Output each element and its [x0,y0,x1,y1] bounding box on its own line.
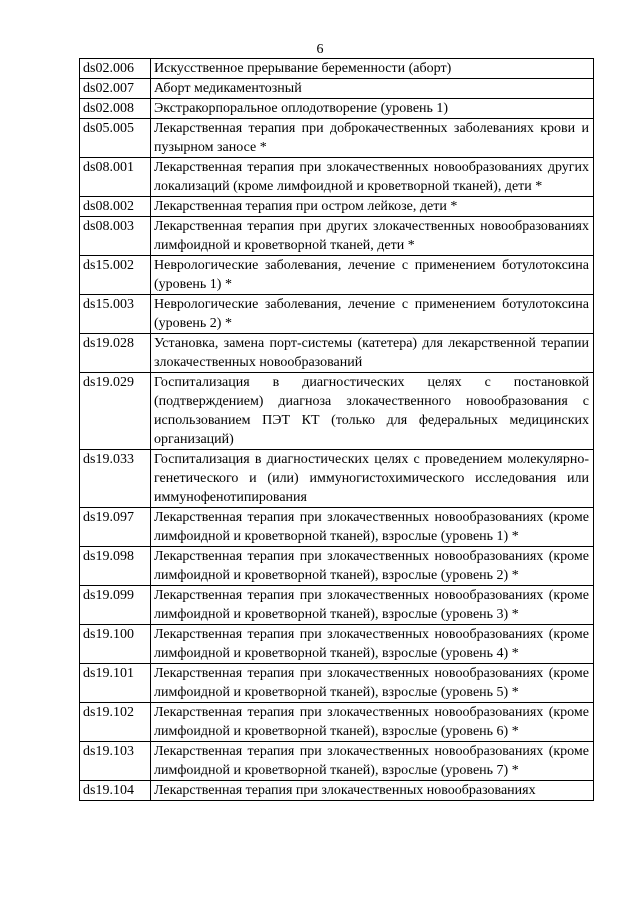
description-cell: Установка, замена порт-системы (катетера) для лекарственной терапии злокачественных новообразований [151,334,594,373]
description-cell: Лекарственная терапия при злокачественных новообразованиях (кроме лимфоидной и кроветворной тканей), взрослые (уровень 6) * [151,703,594,742]
description-cell: Лекарственная терапия при остром лейкозе, дети * [151,197,594,217]
code-cell: ds19.100 [80,625,151,664]
description-cell: Неврологические заболевания, лечение с применением ботулотоксина (уровень 1) * [151,256,594,295]
table-row [80,373,594,450]
description-cell: Лекарственная терапия при злокачественных новообразованиях (кроме лимфоидной и кроветворной тканей), взрослые (уровень 4) * [151,625,594,664]
table-row [80,742,594,781]
description-cell: Лекарственная терапия при злокачественных новообразованиях (кроме лимфоидной и кроветворной тканей), взрослые (уровень 1) * [151,508,594,547]
code-cell: ds02.007 [80,79,151,99]
description-cell: Госпитализация в диагностических целях с постановкой (подтверждением) диагноза злокачественного новообразования с использованием ПЭТ КТ (только для федеральных медицинских организаций) [151,373,594,450]
description-cell: Госпитализация в диагностических целях с проведением молекулярно-генетического и (или) иммуногистохимического исследования или иммунофенотипирования [151,450,594,508]
page-number: 6 [316,42,324,57]
description-cell: Экстракорпоральное оплодотворение (уровень 1) [151,99,594,119]
description-cell: Лекарственная терапия при злокачественных новообразованиях других локализаций (кроме лимфоидной и кроветворной тканей), дети * [151,158,594,197]
table-row [80,703,594,742]
table-row [80,625,594,664]
code-cell: ds19.103 [80,742,151,781]
description-cell: Аборт медикаментозный [151,79,594,99]
table-row [80,781,594,801]
table-row [80,295,594,334]
table-row [80,197,594,217]
table-row [80,664,594,703]
description-cell: Лекарственная терапия при злокачественных новообразованиях (кроме лимфоидной и кроветворной тканей), взрослые (уровень 3) * [151,586,594,625]
code-cell: ds19.099 [80,586,151,625]
table-row [80,547,594,586]
table-row [80,450,594,508]
description-cell: Лекарственная терапия при злокачественных новообразованиях (кроме лимфоидной и кроветворной тканей), взрослые (уровень 7) * [151,742,594,781]
description-cell: Лекарственная терапия при злокачественных новообразованиях (кроме лимфоидной и кроветворной тканей), взрослые (уровень 2) * [151,547,594,586]
table-row [80,586,594,625]
table-row [80,256,594,295]
code-cell: ds19.098 [80,547,151,586]
description-cell: Лекарственная терапия при злокачественных новообразованиях (кроме лимфоидной и кроветворной тканей), взрослые (уровень 5) * [151,664,594,703]
code-cell: ds08.001 [80,158,151,197]
description-cell: Лекарственная терапия при других злокачественных новообразованиях лимфоидной и кроветворной тканей, дети * [151,217,594,256]
code-cell: ds19.033 [80,450,151,508]
code-cell: ds15.002 [80,256,151,295]
code-table-body [80,59,594,801]
code-table [79,58,594,801]
code-cell: ds19.102 [80,703,151,742]
code-cell: ds02.008 [80,99,151,119]
code-cell: ds02.006 [80,59,151,79]
table-row [80,217,594,256]
code-cell: ds08.002 [80,197,151,217]
table-row [80,99,594,119]
table-row [80,119,594,158]
description-cell: Лекарственная терапия при злокачественных новообразованиях [151,781,594,801]
code-cell: ds08.003 [80,217,151,256]
code-cell: ds19.029 [80,373,151,450]
code-cell: ds19.028 [80,334,151,373]
table-row [80,334,594,373]
code-cell: ds19.101 [80,664,151,703]
description-cell: Лекарственная терапия при доброкачественных заболеваниях крови и пузырном заносе * [151,119,594,158]
code-cell: ds05.005 [80,119,151,158]
table-row [80,59,594,79]
description-cell: Искусственное прерывание беременности (аборт) [151,59,594,79]
description-cell: Неврологические заболевания, лечение с применением ботулотоксина (уровень 2) * [151,295,594,334]
table-row [80,79,594,99]
code-cell: ds19.104 [80,781,151,801]
table-row [80,508,594,547]
code-cell: ds15.003 [80,295,151,334]
code-cell: ds19.097 [80,508,151,547]
table-row [80,158,594,197]
